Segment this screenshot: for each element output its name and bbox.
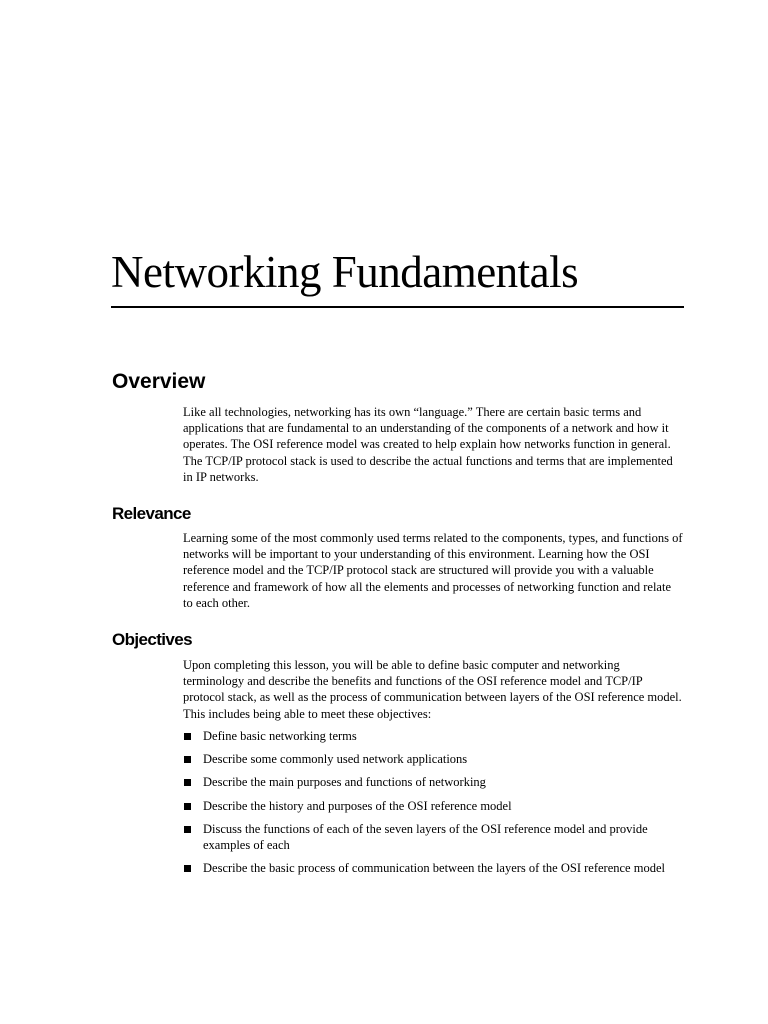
- overview-heading: Overview: [112, 370, 206, 393]
- bullet-square-icon: [184, 826, 191, 833]
- bullet-square-icon: [184, 756, 191, 763]
- bullet-square-icon: [184, 779, 191, 786]
- relevance-paragraph: Learning some of the most commonly used terms related to the components, types, and functions of networks will be important to your understanding of this environment. Learning how the OSI reference model and the TCP/IP protocol stack are structured will provide you with a valuable reference and framework of how all the elements and processes of networking function and relate to each other.: [183, 531, 683, 610]
- objective-item: [183, 728, 683, 744]
- objective-text: Describe the basic process of communication between the layers of the OSI reference model: [203, 861, 665, 876]
- objective-item: [183, 860, 683, 876]
- objectives-paragraph: Upon completing this lesson, you will be able to define basic computer and networking terminology and describe the benefits and functions of the OSI reference model and TCP/IP protocol stack, as well as the process of communication between layers of the OSI reference model. This includes being able to meet these objectives:: [183, 658, 682, 721]
- objective-text: Define basic networking terms: [203, 729, 357, 743]
- objective-text: Describe some commonly used network applications: [203, 752, 468, 767]
- bullet-square-icon: [184, 733, 191, 740]
- objective-item: [183, 798, 683, 814]
- objective-item: [183, 751, 683, 767]
- objectives-heading: Objectives: [112, 630, 192, 649]
- objectives-list: [183, 728, 683, 883]
- objective-item: [183, 774, 683, 790]
- objective-text: Discuss the functions of each of the seven layers of the OSI reference model and provide examples of each: [203, 821, 648, 853]
- objective-item: [183, 821, 683, 853]
- overview-paragraph: Like all technologies, networking has its own “language.” There are certain basic terms and applications that are fundamental to an understanding of the components of a network and how it operates. The OSI reference model was created to help explain how networks function in general. The TCP/IP protocol stack is used to describe the actual functions and terms that are implemented in IP networks.: [183, 405, 673, 484]
- bullet-square-icon: [184, 803, 191, 810]
- chapter-title: Networking Fundamentals: [111, 247, 579, 297]
- relevance-heading: Relevance: [112, 504, 191, 523]
- title-rule: [111, 306, 684, 308]
- bullet-square-icon: [184, 865, 191, 872]
- objective-text: Describe the history and purposes of the OSI reference model: [203, 798, 512, 813]
- objective-text: Describe the main purposes and functions of networking: [203, 775, 486, 790]
